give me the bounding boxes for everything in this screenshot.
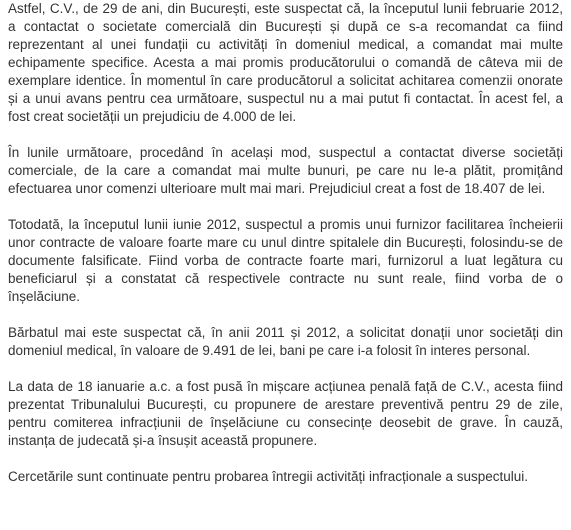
paragraph-1: Astfel, C.V., de 29 de ani, din București, este suspectat că, la începutul lunii februarie 2012, a contactat o societate comercială din București și după ce s-a recomandat ca fiind reprezentant al unei fundații cu activități în domeniul medical, a comandat mai multe echipamente specifice. Acesta a mai promis producătorului o comandă de câteva mii de exemplare identice. În momentul în care producătorul a solicitat achitarea comenzii onorate și a unui avans pentru cea următoare, suspectul nu a mai putut fi contactat. În acest fel, a fost creat societății un prejudiciu de 4.000 de lei. (8, 1, 563, 124)
paragraph-6: Cercetările sunt continuate pentru probarea întregii activități infracționale a suspectului. (8, 469, 529, 484)
paragraph-3: Totodată, la începutul lunii iunie 2012, suspectul a promis unui furnizor facilitarea încheierii unor contracte de valoare foarte mare cu unul dintre spitalele din București, folosindu-se de documente falsificate. Fiind vorba de contracte foarte mari, furnizorul a luat legătura cu beneficiarul și a constatat că respectivele contracte nu sunt reale, fiind vorba de o înșelăciune. (8, 217, 563, 304)
paragraph-4: Bărbatul mai este suspectat că, în anii 2011 și 2012, a solicitat donații unor societăți din domeniul medical, în valoare de 9.491 de lei, bani pe care i-a folosit în interes personal. (8, 325, 563, 358)
paragraph-5: La data de 18 ianuarie a.c. a fost pusă în mișcare acțiunea penală față de C.V., acesta fiind prezentat Tribunalului București, cu propunere de arestare preventivă pentru 29 de zile, pentru comiterea infracțiunii de înșelăciune cu consecințe deosebit de grave. În cauză, instanța de judecată și-a însușit această propunere. (8, 379, 563, 448)
paragraph-2: În lunile următoare, procedând în același mod, suspectul a contactat diverse societăți comerciale, de la care a comandat mai multe bunuri, pe care nu le-a plătit, promițând efectuarea unor comenzi ulterioare mult mai mari. Prejudiciul creat a fost de 18.407 de lei. (8, 145, 563, 196)
